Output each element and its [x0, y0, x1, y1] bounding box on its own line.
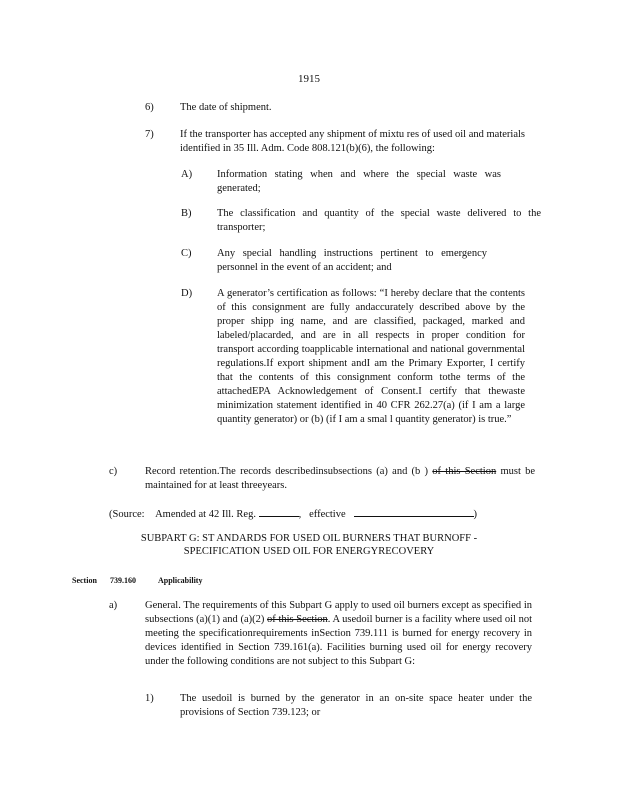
source-note: (Source: Amended at 42 Ill. Reg. , effective ) — [109, 506, 549, 522]
item-label: C) — [181, 248, 192, 259]
item-label: c) — [109, 466, 118, 477]
page-number: 1915 — [298, 73, 320, 85]
section-title: Applicability — [158, 576, 203, 585]
subpart-heading-line2: SPECIFICATION USED OIL FOR ENERGYRECOVERY — [183, 546, 435, 557]
struck-text: of this Section — [432, 466, 497, 477]
blank-line — [354, 506, 474, 517]
item-text: The usedoil is burned by the generator in an on-site space heater under the provisions of Section 739.123; or — [180, 693, 532, 718]
item-label: A) — [181, 169, 193, 180]
item-label: 6) — [145, 102, 154, 113]
item-label: 1) — [145, 693, 154, 704]
item-text: Record retention.The records describedinsubsections (a) and (b ) of this Section must be maintained for at least threeyears. — [145, 466, 536, 491]
struck-text: of this Section — [267, 614, 328, 625]
item-text: General. The requirements of this Subpart G apply to used oil burners except as specified in subsections (a)(1) and (a)(2) of this Section. A usedoil burner is a facility where used oil not meeting the specificationrequirements inSection 739.111 is burned for energy recovery in devices identified in Section 739.161(a). Facilities burning used oil for energy recovery under the following conditions are not subject to this Subpart G: — [145, 600, 532, 667]
item-text: If the transporter has accepted any shipment of mixtu res of used oil and materials identified in 35 Ill. Adm. Code 808.121(b)(6), the following: — [180, 129, 525, 154]
section-number: 739.160 — [110, 576, 136, 585]
item-text: Information stating when and where the special waste was generated; — [217, 169, 501, 194]
blank-line — [259, 506, 299, 517]
subpart-heading-line1: SUBPART G: ST ANDARDS FOR USED OIL BURNERS THAT BURNOFF - — [140, 533, 478, 544]
item-text: A generator’s certification as follows: “I hereby declare that the contents of this consignment are fully andaccurately described above by the proper shipp ing name, and are classified, packaged, marked and labeled/placarded, and are in all respects in proper condition for transport according toapplicable international and national governmental regulations.If export shipment andI am the Primary Exporter, I certify that the contents of this consignment conform tothe terms of the attachedEPA Acknowledgement of Consent.I certify that thewaste minimization statement identified in 40 CFR 262.27(a) (if I am a large quantity generator) or (b) (if I am a smal l quantity generator) is true.” — [217, 288, 525, 425]
item-text: The classification and quantity of the special waste delivered to the transporter; — [217, 208, 541, 233]
section-label: Section — [72, 576, 97, 585]
item-label: B) — [181, 208, 192, 219]
item-text: The date of shipment. — [180, 102, 272, 113]
item-label: a) — [109, 600, 118, 611]
item-label: D) — [181, 288, 193, 299]
item-text: Any special handling instructions pertinent to emergency personnel in the event of an accident; and — [217, 248, 487, 273]
item-label: 7) — [145, 129, 154, 140]
